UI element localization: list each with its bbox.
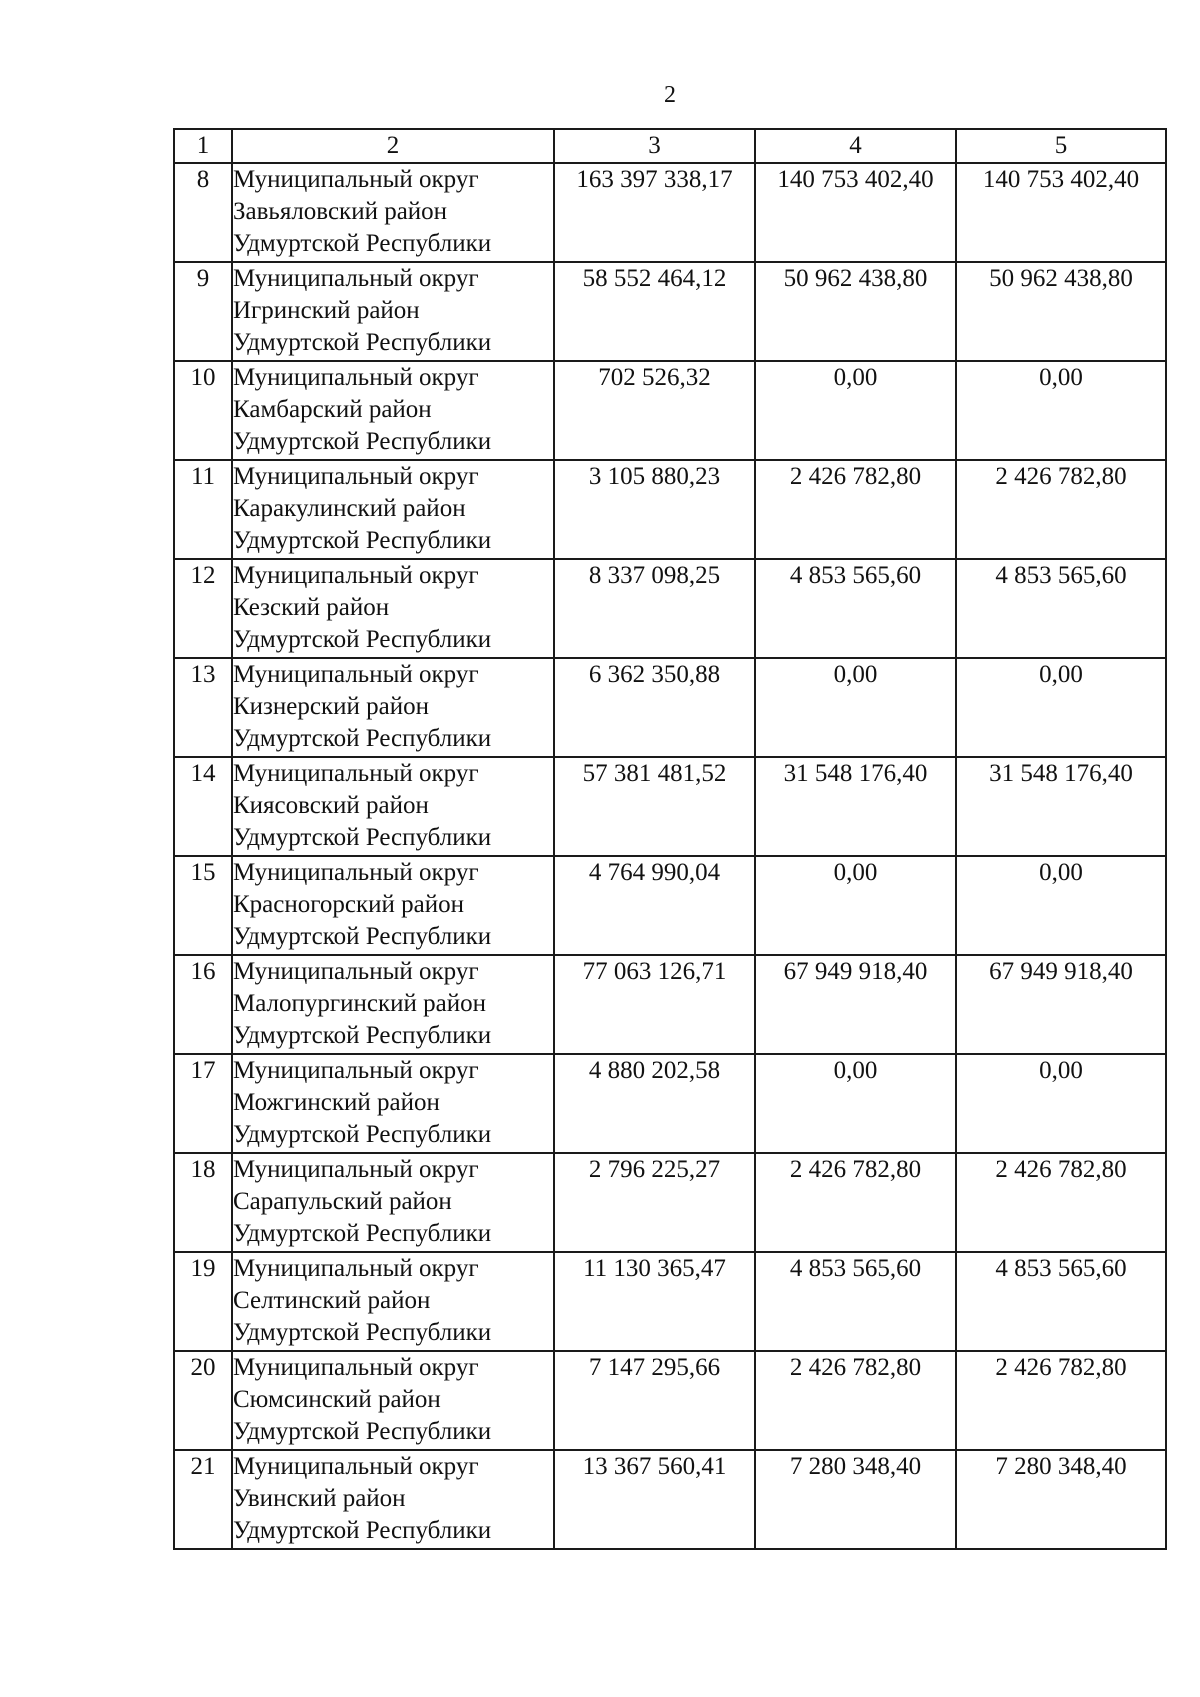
name-line: Завьяловский район	[233, 198, 448, 225]
row-number: 16	[174, 955, 232, 1054]
column-header: 4	[755, 129, 956, 163]
table-row	[174, 262, 1166, 361]
name-line: Удмуртской Республики	[233, 725, 492, 752]
name-line: Удмуртской Республики	[233, 1517, 492, 1544]
name-line: Удмуртской Республики	[233, 527, 492, 554]
row-number: 19	[174, 1252, 232, 1351]
value-column-5: 7 280 348,40	[956, 1450, 1166, 1549]
name-line: Муниципальный округ	[233, 859, 479, 886]
municipality-name	[232, 856, 554, 955]
value-column-5: 67 949 918,40	[956, 955, 1166, 1054]
table-body	[174, 163, 1166, 1549]
value-column-4: 31 548 176,40	[755, 757, 956, 856]
table-header-row	[174, 129, 1166, 163]
page-number: 2	[664, 82, 676, 108]
table-row	[174, 757, 1166, 856]
row-number: 21	[174, 1450, 232, 1549]
name-line: Малопургинский район	[233, 990, 487, 1017]
row-number: 14	[174, 757, 232, 856]
value-column-3: 4 880 202,58	[554, 1054, 755, 1153]
row-number: 11	[174, 460, 232, 559]
column-header: 3	[554, 129, 755, 163]
value-column-3: 8 337 098,25	[554, 559, 755, 658]
name-line: Удмуртской Республики	[233, 329, 492, 356]
value-column-5: 0,00	[956, 1054, 1166, 1153]
value-column-4: 7 280 348,40	[755, 1450, 956, 1549]
name-line: Муниципальный округ	[233, 1453, 479, 1480]
row-number: 15	[174, 856, 232, 955]
name-line: Удмуртской Республики	[233, 824, 492, 851]
value-column-4: 0,00	[755, 1054, 956, 1153]
value-column-5: 140 753 402,40	[956, 163, 1166, 262]
table-row	[174, 1252, 1166, 1351]
table-row	[174, 1153, 1166, 1252]
value-column-5: 4 853 565,60	[956, 559, 1166, 658]
value-column-4: 140 753 402,40	[755, 163, 956, 262]
column-header: 5	[956, 129, 1166, 163]
name-line: Муниципальный округ	[233, 760, 479, 787]
value-column-3: 702 526,32	[554, 361, 755, 460]
municipality-name	[232, 1054, 554, 1153]
value-column-3: 13 367 560,41	[554, 1450, 755, 1549]
value-column-5: 2 426 782,80	[956, 1351, 1166, 1450]
value-column-3: 57 381 481,52	[554, 757, 755, 856]
value-column-3: 3 105 880,23	[554, 460, 755, 559]
municipality-name	[232, 1153, 554, 1252]
value-column-4: 4 853 565,60	[755, 559, 956, 658]
name-line: Муниципальный округ	[233, 1156, 479, 1183]
name-line: Кезский район	[233, 594, 390, 621]
municipality-name	[232, 460, 554, 559]
name-line: Удмуртской Республики	[233, 1121, 492, 1148]
name-line: Удмуртской Республики	[233, 1319, 492, 1346]
name-line: Удмуртской Республики	[233, 1418, 492, 1445]
name-line: Муниципальный округ	[233, 1354, 479, 1381]
name-line: Муниципальный округ	[233, 1255, 479, 1282]
value-column-3: 4 764 990,04	[554, 856, 755, 955]
municipality-name	[232, 1450, 554, 1549]
value-column-4: 0,00	[755, 856, 956, 955]
table-row	[174, 1450, 1166, 1549]
value-column-4: 2 426 782,80	[755, 1153, 956, 1252]
row-number: 9	[174, 262, 232, 361]
name-line: Удмуртской Республики	[233, 230, 492, 257]
value-column-4: 50 962 438,80	[755, 262, 956, 361]
name-line: Селтинский район	[233, 1287, 431, 1314]
value-column-4: 0,00	[755, 658, 956, 757]
table-row	[174, 163, 1166, 262]
name-line: Красногорский район	[233, 891, 464, 918]
name-line: Удмуртской Республики	[233, 626, 492, 653]
name-line: Муниципальный округ	[233, 463, 479, 490]
name-line: Удмуртской Республики	[233, 1022, 492, 1049]
name-line: Камбарский район	[233, 396, 432, 423]
value-column-4: 67 949 918,40	[755, 955, 956, 1054]
column-header: 2	[232, 129, 554, 163]
table-header	[174, 129, 1166, 163]
table-row	[174, 1054, 1166, 1153]
value-column-5: 31 548 176,40	[956, 757, 1166, 856]
name-line: Муниципальный округ	[233, 1057, 479, 1084]
value-column-3: 2 796 225,27	[554, 1153, 755, 1252]
value-column-3: 7 147 295,66	[554, 1351, 755, 1450]
name-line: Сарапульский район	[233, 1188, 452, 1215]
row-number: 8	[174, 163, 232, 262]
value-column-3: 6 362 350,88	[554, 658, 755, 757]
row-number: 17	[174, 1054, 232, 1153]
name-line: Игринский район	[233, 297, 420, 324]
name-line: Сюмсинский район	[233, 1386, 441, 1413]
municipality-name	[232, 1252, 554, 1351]
value-column-5: 4 853 565,60	[956, 1252, 1166, 1351]
municipality-name	[232, 658, 554, 757]
row-number: 20	[174, 1351, 232, 1450]
value-column-4: 2 426 782,80	[755, 1351, 956, 1450]
name-line: Муниципальный округ	[233, 562, 479, 589]
table-row	[174, 559, 1166, 658]
value-column-3: 77 063 126,71	[554, 955, 755, 1054]
value-column-4: 4 853 565,60	[755, 1252, 956, 1351]
value-column-5: 0,00	[956, 856, 1166, 955]
row-number: 12	[174, 559, 232, 658]
value-column-5: 2 426 782,80	[956, 460, 1166, 559]
municipality-name	[232, 559, 554, 658]
value-column-3: 11 130 365,47	[554, 1252, 755, 1351]
name-line: Каракулинский район	[233, 495, 466, 522]
municipality-name	[232, 163, 554, 262]
table-row	[174, 361, 1166, 460]
column-header: 1	[174, 129, 232, 163]
table-row	[174, 460, 1166, 559]
value-column-5: 0,00	[956, 361, 1166, 460]
row-number: 18	[174, 1153, 232, 1252]
value-column-3: 163 397 338,17	[554, 163, 755, 262]
name-line: Увинский район	[233, 1485, 406, 1512]
value-column-5: 2 426 782,80	[956, 1153, 1166, 1252]
municipality-name	[232, 1351, 554, 1450]
name-line: Муниципальный округ	[233, 166, 479, 193]
name-line: Муниципальный округ	[233, 958, 479, 985]
municipality-name	[232, 262, 554, 361]
name-line: Кизнерский район	[233, 693, 430, 720]
value-column-4: 2 426 782,80	[755, 460, 956, 559]
name-line: Киясовский район	[233, 792, 429, 819]
name-line: Муниципальный округ	[233, 364, 479, 391]
name-line: Муниципальный округ	[233, 265, 479, 292]
row-number: 10	[174, 361, 232, 460]
value-column-4: 0,00	[755, 361, 956, 460]
name-line: Муниципальный округ	[233, 661, 479, 688]
table-row	[174, 1351, 1166, 1450]
value-column-5: 0,00	[956, 658, 1166, 757]
name-line: Удмуртской Республики	[233, 923, 492, 950]
value-column-3: 58 552 464,12	[554, 262, 755, 361]
table-row	[174, 658, 1166, 757]
name-line: Удмуртской Республики	[233, 428, 492, 455]
name-line: Удмуртской Республики	[233, 1220, 492, 1247]
table-row	[174, 955, 1166, 1054]
value-column-5: 50 962 438,80	[956, 262, 1166, 361]
municipal-budget-table	[173, 128, 1167, 1550]
table-row	[174, 856, 1166, 955]
municipality-name	[232, 361, 554, 460]
municipality-name	[232, 757, 554, 856]
name-line: Можгинский район	[233, 1089, 440, 1116]
municipality-name	[232, 955, 554, 1054]
row-number: 13	[174, 658, 232, 757]
